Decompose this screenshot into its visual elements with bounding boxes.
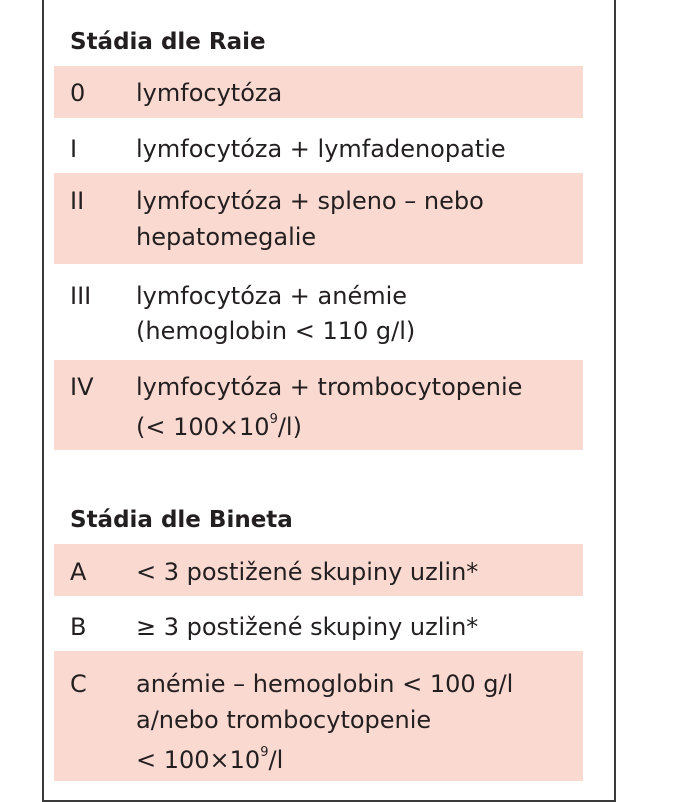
stage-code: IV: [70, 373, 94, 401]
stage-description-line-2: hepatomegalie: [136, 223, 317, 251]
stage-description-line-1: lymfocytóza + spleno – nebo: [136, 187, 484, 215]
stage-description-line-1: anémie – hemoglobin < 100 g/l: [136, 670, 514, 698]
raie-heading: Stádia dle Raie: [70, 29, 266, 55]
stage-code: III: [70, 282, 92, 310]
raie-row-2: [54, 173, 583, 264]
stage-description-line-1: lymfocytóza + trombocytopenie: [136, 373, 523, 401]
value-prefix: (< 100×10: [136, 413, 270, 441]
stage-code: II: [70, 187, 85, 215]
stage-description-line-1: lymfocytóza + anémie: [136, 282, 408, 310]
raie-row-3: [54, 264, 583, 360]
stage-code: B: [70, 613, 87, 641]
binet-row-a: [54, 544, 583, 596]
binet-row-c: [54, 651, 583, 781]
value-suffix: /l): [277, 413, 302, 441]
value-suffix: /l: [268, 746, 284, 774]
stage-code: A: [70, 558, 87, 586]
stage-code: I: [70, 135, 78, 163]
stage-description: < 3 postižené skupiny uzlin*: [136, 558, 479, 586]
exponent: 9: [269, 412, 278, 427]
binet-heading: Stádia dle Bineta: [70, 507, 293, 533]
binet-row-b: [54, 596, 583, 651]
raie-row-0: [54, 66, 583, 118]
raie-row-4: [54, 360, 583, 450]
stage-code: C: [70, 670, 87, 698]
exponent: 9: [260, 745, 269, 760]
raie-row-1: [54, 118, 583, 173]
stage-description: lymfocytóza + lymfadenopatie: [136, 135, 506, 163]
stage-description-line-2: [136, 405, 302, 445]
stage-description-line-3: [136, 738, 283, 778]
value-prefix: < 100×10: [136, 746, 261, 774]
stage-description-line-2: (hemoglobin < 110 g/l): [136, 317, 416, 345]
stage-description: ≥ 3 postižené skupiny uzlin*: [136, 613, 479, 641]
stage-description: lymfocytóza: [136, 79, 283, 107]
stage-description-line-2: a/nebo trombocytopenie: [136, 706, 432, 734]
stage-code: 0: [70, 79, 86, 107]
